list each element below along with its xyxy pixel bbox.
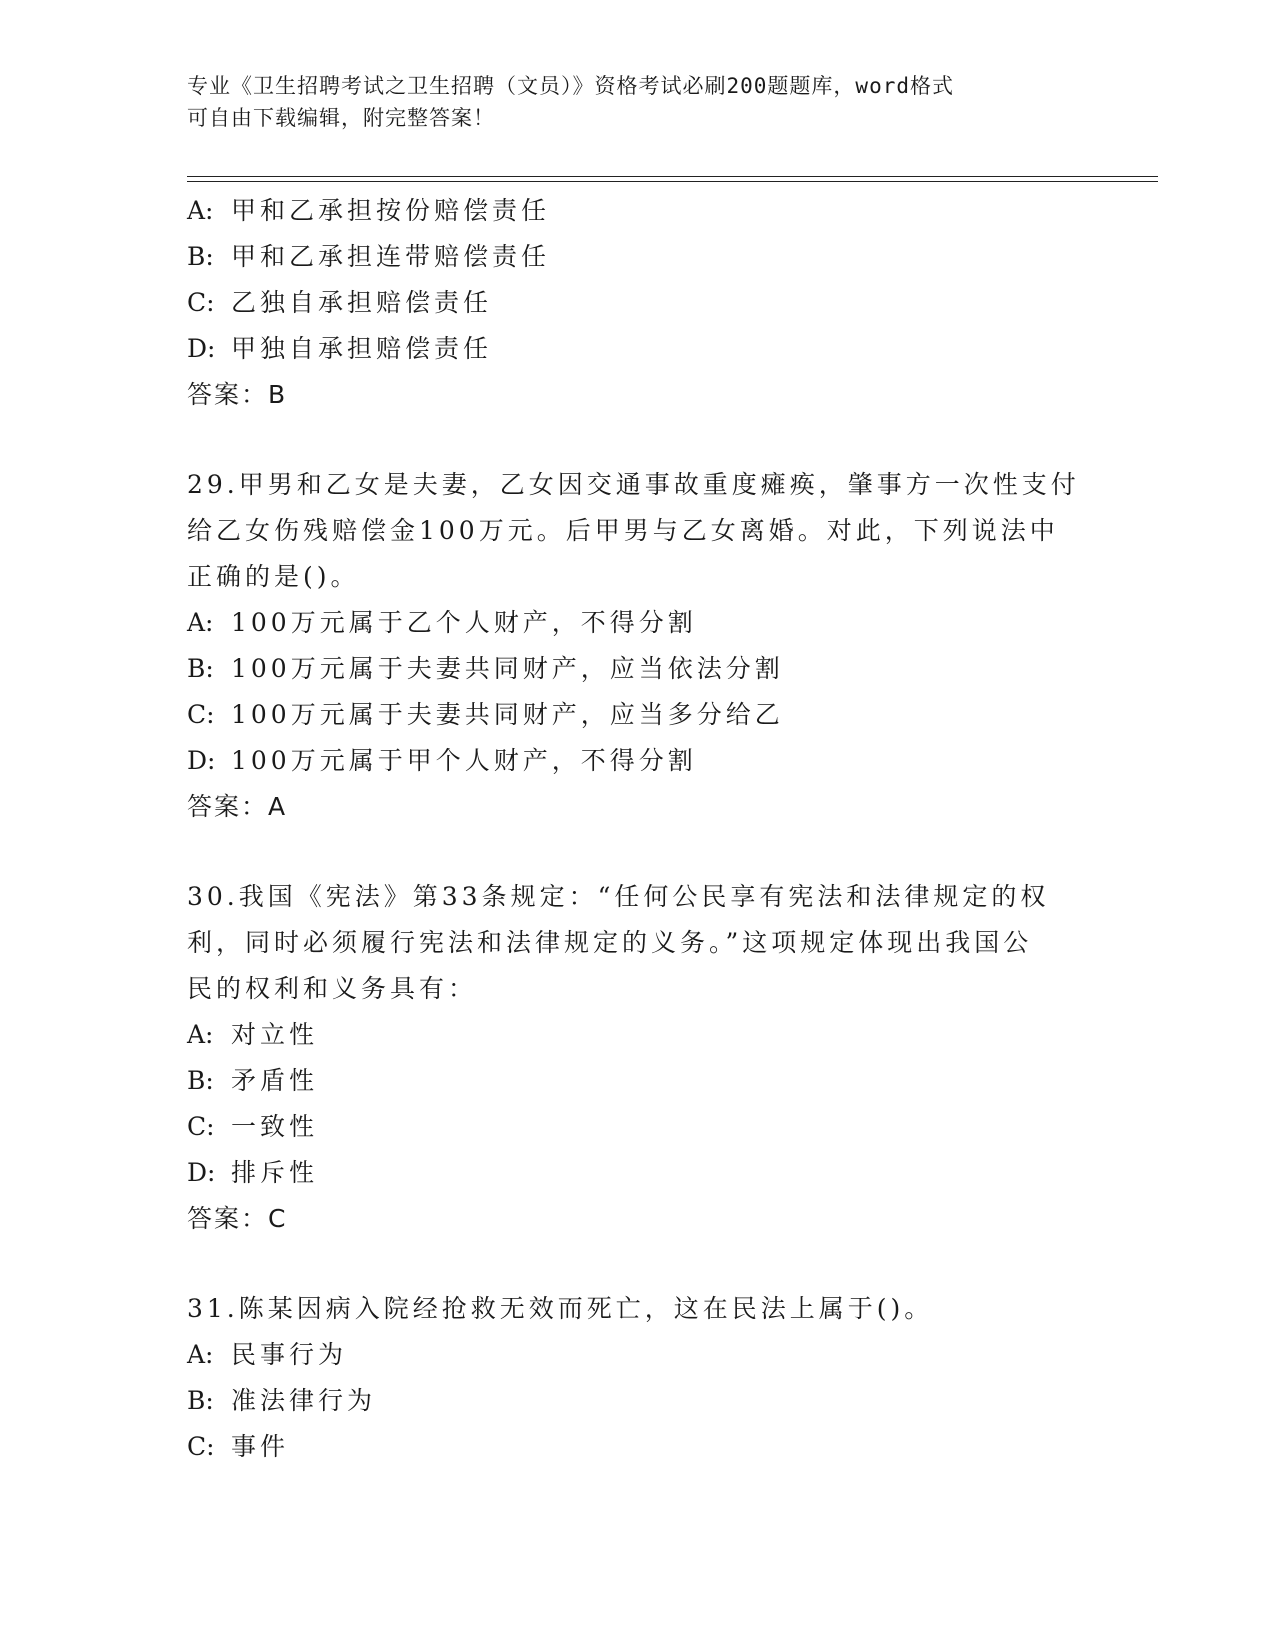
question-list	[187, 188, 1087, 1470]
option-d	[187, 1150, 1087, 1196]
option-letter: B:	[187, 654, 214, 683]
option-b	[187, 1378, 1087, 1424]
option-a	[187, 600, 1087, 646]
answer: 答案：C	[187, 1204, 288, 1233]
option-text: 100万元属于乙个人财产，不得分割	[231, 608, 697, 637]
option-letter: B:	[187, 1066, 214, 1095]
option-letter: B:	[187, 242, 214, 271]
option-letter: C:	[187, 1112, 215, 1141]
option-letter: B:	[187, 1386, 214, 1415]
option-b	[187, 646, 1087, 692]
spacer	[187, 830, 1087, 874]
header-rule-bottom	[187, 181, 1158, 182]
option-c	[187, 280, 1087, 326]
header-line-2: 可自由下载编辑，附完整答案！	[187, 106, 495, 130]
spacer	[187, 418, 1087, 462]
option-a	[187, 1332, 1087, 1378]
option-text: 一致性	[231, 1112, 319, 1141]
option-text: 100万元属于甲个人财产，不得分割	[231, 746, 697, 775]
question-stem-line: 29.甲男和乙女是夫妻，乙女因交通事故重度瘫痪，肇事方一次性支付	[187, 470, 1080, 499]
option-d	[187, 738, 1087, 784]
option-c	[187, 1104, 1087, 1150]
option-letter: D:	[187, 334, 216, 363]
option-text: 排斥性	[231, 1158, 319, 1187]
option-text: 100万元属于夫妻共同财产，应当依法分割	[231, 654, 784, 683]
option-letter: D:	[187, 746, 216, 775]
option-letter: D:	[187, 1158, 216, 1187]
option-letter: C:	[187, 1432, 215, 1461]
question-28	[187, 188, 1087, 418]
option-letter: A:	[187, 1340, 214, 1369]
option-letter: A:	[187, 196, 214, 225]
option-letter: A:	[187, 1020, 214, 1049]
option-d	[187, 326, 1087, 372]
option-letter: C:	[187, 288, 215, 317]
option-c	[187, 1424, 1087, 1470]
option-letter: C:	[187, 700, 215, 729]
question-stem-line: 利，同时必须履行宪法和法律规定的义务。”这项规定体现出我国公	[187, 928, 1033, 957]
option-text: 乙独自承担赔偿责任	[231, 288, 493, 317]
document-header	[187, 70, 1067, 134]
question-stem-line: 30.我国《宪法》第33条规定：“任何公民享有宪法和法律规定的权	[187, 882, 1050, 911]
header-rule-top	[187, 176, 1158, 177]
option-text: 甲和乙承担连带赔偿责任	[231, 242, 551, 271]
question-29	[187, 462, 1087, 830]
question-stem-line: 给乙女伤残赔偿金100万元。后甲男与乙女离婚。对此，下列说法中	[187, 516, 1059, 545]
option-text: 对立性	[231, 1020, 319, 1049]
spacer	[187, 1242, 1087, 1286]
option-text: 矛盾性	[231, 1066, 319, 1095]
answer: 答案：B	[187, 380, 288, 409]
option-text: 事件	[231, 1432, 290, 1461]
question-stem-line: 31.陈某因病入院经抢救无效而死亡，这在民法上属于()。	[187, 1294, 934, 1323]
answer: 答案：A	[187, 792, 288, 821]
option-text: 甲和乙承担按份赔偿责任	[231, 196, 551, 225]
question-30	[187, 874, 1087, 1242]
option-b	[187, 234, 1087, 280]
option-text: 民事行为	[231, 1340, 348, 1369]
question-stem-line: 正确的是()。	[187, 562, 360, 591]
option-text: 100万元属于夫妻共同财产，应当多分给乙	[231, 700, 784, 729]
option-letter: A:	[187, 608, 214, 637]
header-line-1: 专业《卫生招聘考试之卫生招聘（文员）》资格考试必刷200题题库，word格式	[187, 74, 954, 98]
question-stem-line: 民的权利和义务具有：	[187, 974, 478, 1003]
option-text: 准法律行为	[231, 1386, 377, 1415]
option-a	[187, 1012, 1087, 1058]
option-a	[187, 188, 1087, 234]
option-c	[187, 692, 1087, 738]
option-text: 甲独自承担赔偿责任	[231, 334, 493, 363]
option-b	[187, 1058, 1087, 1104]
question-31	[187, 1286, 1087, 1470]
